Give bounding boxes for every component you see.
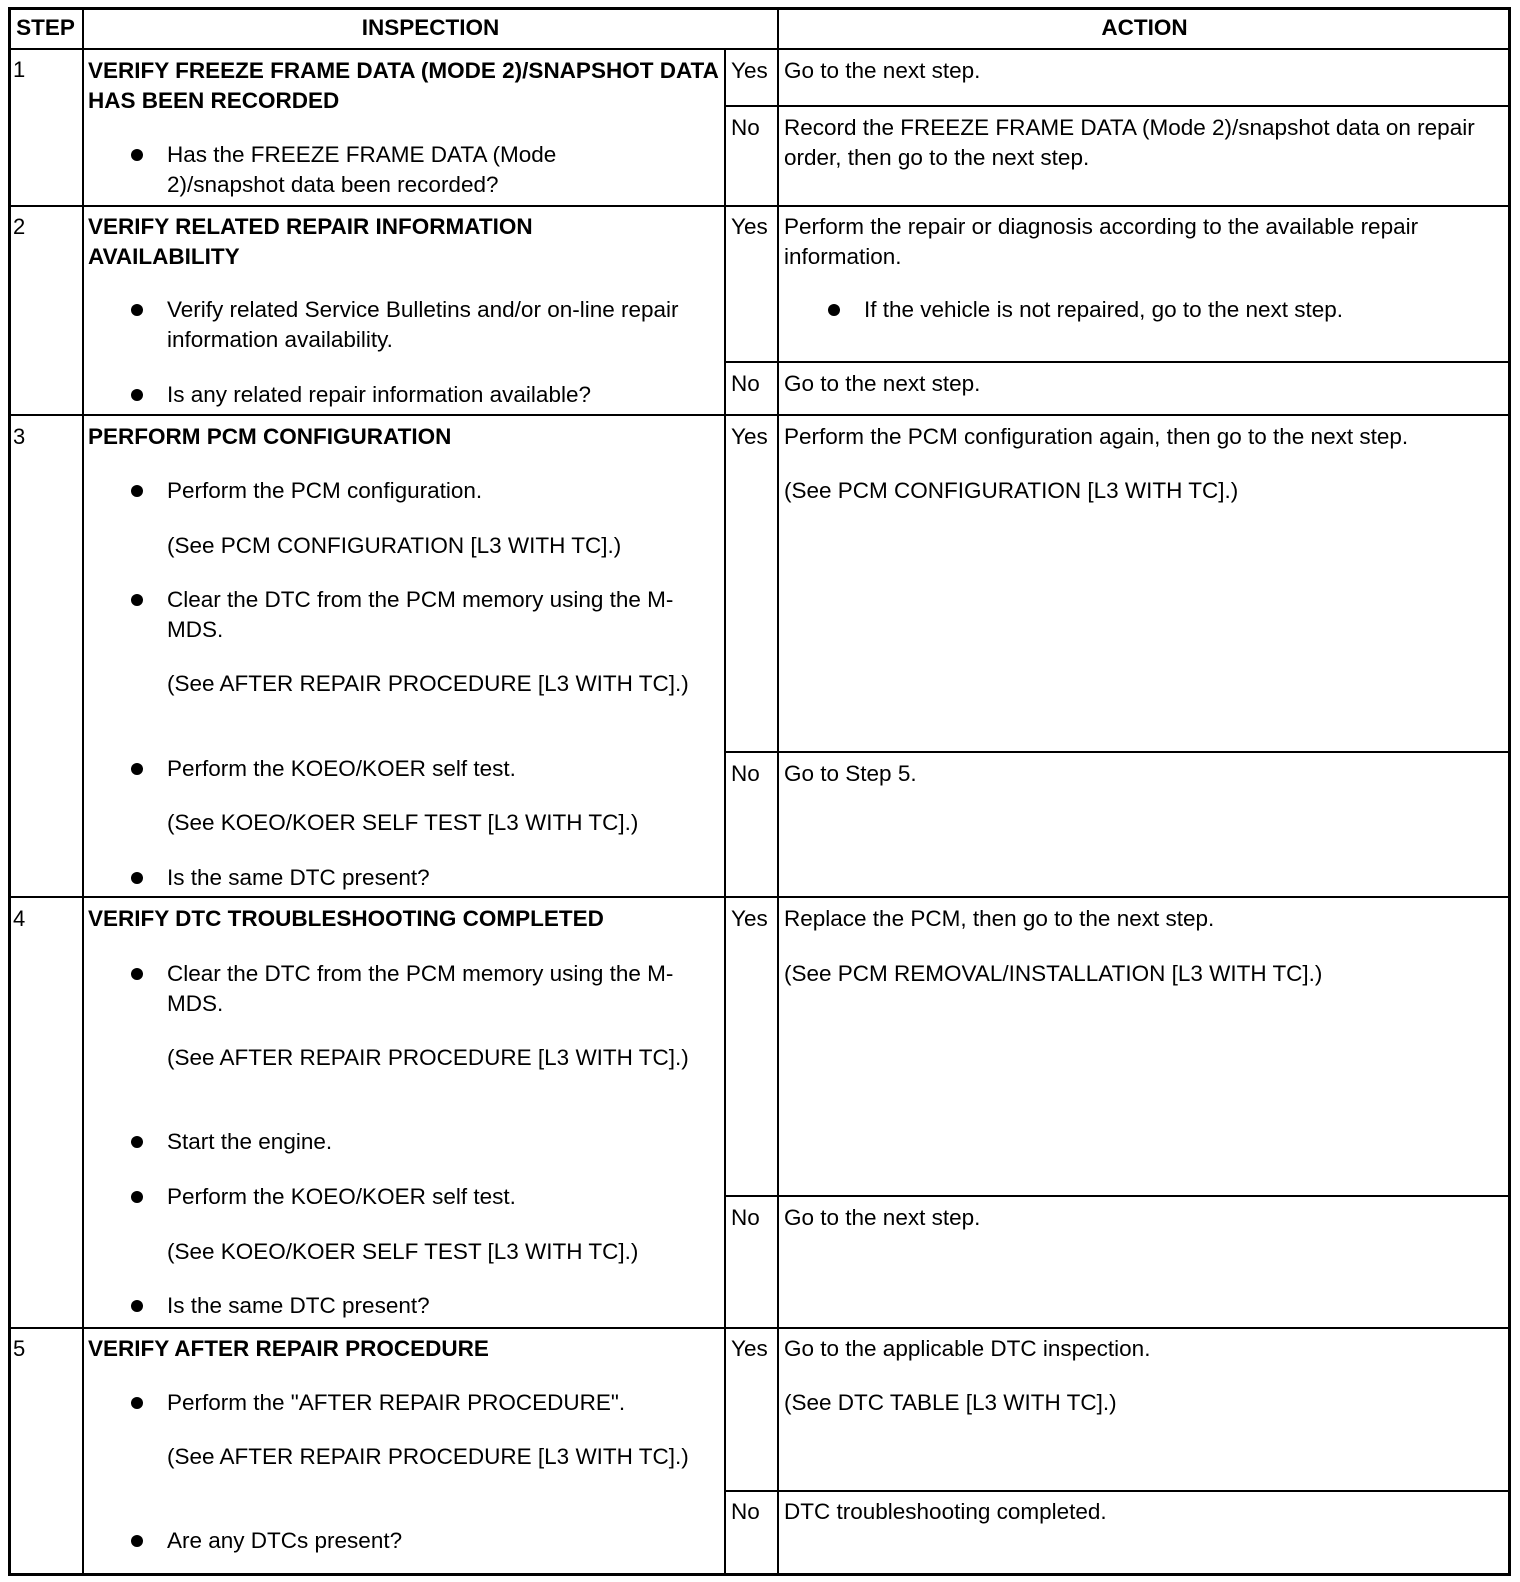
- reference-text: (See PCM REMOVAL/INSTALLATION [L3 WITH TC].): [784, 961, 1323, 986]
- yes-label: Yes: [731, 214, 768, 239]
- no-label: No: [731, 1205, 760, 1230]
- step-number: 2: [13, 214, 26, 239]
- no-label: No: [731, 1499, 760, 1524]
- reference-text: (See PCM CONFIGURATION [L3 WITH TC].): [784, 478, 1239, 503]
- yes-label: Yes: [731, 58, 768, 83]
- step-title: VERIFY DTC TROUBLESHOOTING COMPLETED: [88, 906, 604, 931]
- bullet-icon: [131, 149, 143, 161]
- bullet-icon: [131, 1300, 143, 1312]
- bullet-icon: [131, 485, 143, 497]
- yes-label: Yes: [731, 1336, 768, 1361]
- step-number: 1: [13, 57, 26, 82]
- step-number: 3: [13, 424, 26, 449]
- no-action: Go to Step 5.: [784, 761, 917, 786]
- header-step: STEP: [16, 15, 75, 40]
- bullet-icon: [131, 389, 143, 401]
- reference-text: (See AFTER REPAIR PROCEDURE [L3 WITH TC].): [167, 671, 689, 696]
- bullet-icon: [131, 594, 143, 606]
- no-label: No: [731, 371, 760, 396]
- no-label: No: [731, 761, 760, 786]
- step-title: VERIFY FREEZE FRAME DATA (MODE 2)/SNAPSHOT DATA HAS BEEN RECORDED: [88, 58, 719, 113]
- bullet-icon: [131, 1136, 143, 1148]
- bullet-icon: [131, 1535, 143, 1547]
- yes-action: Go to the next step.: [784, 58, 981, 83]
- bullet-icon: [131, 763, 143, 775]
- step-number: 4: [13, 906, 26, 931]
- bullet-icon: [131, 304, 143, 316]
- yes-action: Perform the repair or diagnosis according to the available repair information.: [784, 214, 1419, 269]
- diagnostic-procedure-table: STEP INSPECTION ACTION 1 VERIFY FREEZE FRAME DATA (MODE 2)/SNAPSHOT DATA HAS BEEN RECORDED Has the FREEZE FRAME DATA (Mode 2)/snapshot data been recorded? Yes Go to the next step. No Record the FREEZE FRAME DATA (Mode 2)/snapshot data on repair order, then go to the next step. 2 VERIFY RELATED REPAIR INFORMATION AVAILABILITY Verify related Service Bulletins and/or on-line repair information availability. Is any related repair information available? Yes Perform the repair or diagnosis according to the available repair information. If the vehicle is not repaired, go to the next step. No Go to the next step. 3 PERFORM PCM CONFIGURATION Perform the PCM configuration. (See PCM CONFIGURATION [L3 WITH TC].) Clear the DTC from the PCM memory using the M-MDS. (See AFTER REPAIR PROCEDURE [L3 WITH TC].) Perform the KOEO/KOER self test. (See KOEO/KOER SELF TEST [L3 WITH TC].) Is the same DTC present? Yes Perform the PCM configuration again, then go to the next step. (See PCM CONFIGURATION [L3 WITH TC].) No Go to Step 5. 4 VERIFY DTC TROUBLESHOOTING COMPLETED Clear the DTC from the PCM memory using the M-MDS. (See AFTER REPAIR PROCEDURE [L3 WITH TC].) Start the engine. Perform the KOEO/KOER self test. (See KOEO/KOER SELF TEST [L3 WITH TC].) Is the same DTC present? Yes Replace the PCM, then go to the next step. (See PCM REMOVAL/INSTALLATION [L3 WITH TC].) No Go to the next step. 5 VERIFY AFTER REPAIR PROCEDURE Perform the "AFTER REPAIR PROCEDURE". (See AFTER REPAIR PROCEDURE [L3 WITH TC].) Are any DTCs present? Yes Go to the applicable DTC inspection. (See DTC TABLE [L3 WITH TC].) No DTC troubleshooting completed.: [8, 7, 1511, 1576]
- yes-label: Yes: [731, 906, 768, 931]
- no-action: DTC troubleshooting completed.: [784, 1499, 1107, 1524]
- reference-text: (See AFTER REPAIR PROCEDURE [L3 WITH TC].): [167, 1444, 689, 1469]
- bullet-icon: [131, 1191, 143, 1203]
- reference-text: (See KOEO/KOER SELF TEST [L3 WITH TC].): [167, 810, 639, 835]
- bullet-icon: [131, 968, 143, 980]
- no-action: Go to the next step.: [784, 371, 981, 396]
- reference-text: (See DTC TABLE [L3 WITH TC].): [784, 1390, 1117, 1415]
- no-action: Record the FREEZE FRAME DATA (Mode 2)/snapshot data on repair order, then go to the next step.: [784, 115, 1475, 170]
- bullet-icon: [828, 304, 840, 316]
- yes-action: Go to the applicable DTC inspection.: [784, 1336, 1151, 1361]
- yes-label: Yes: [731, 424, 768, 449]
- no-action: Go to the next step.: [784, 1205, 981, 1230]
- yes-action: Perform the PCM configuration again, then go to the next step.: [784, 424, 1409, 449]
- reference-text: (See PCM CONFIGURATION [L3 WITH TC].): [167, 533, 622, 558]
- step-title: VERIFY AFTER REPAIR PROCEDURE: [88, 1336, 489, 1361]
- no-label: No: [731, 115, 760, 140]
- bullet-icon: [131, 872, 143, 884]
- reference-text: (See AFTER REPAIR PROCEDURE [L3 WITH TC].): [167, 1045, 689, 1070]
- step-title: PERFORM PCM CONFIGURATION: [88, 424, 452, 449]
- reference-text: (See KOEO/KOER SELF TEST [L3 WITH TC].): [167, 1239, 639, 1264]
- header-inspection: INSPECTION: [361, 15, 500, 40]
- step-number: 5: [13, 1336, 26, 1361]
- step-title: VERIFY RELATED REPAIR INFORMATION AVAILABILITY: [88, 214, 533, 269]
- yes-action: Replace the PCM, then go to the next step.: [784, 906, 1215, 931]
- header-action: ACTION: [1101, 15, 1188, 40]
- bullet-icon: [131, 1397, 143, 1409]
